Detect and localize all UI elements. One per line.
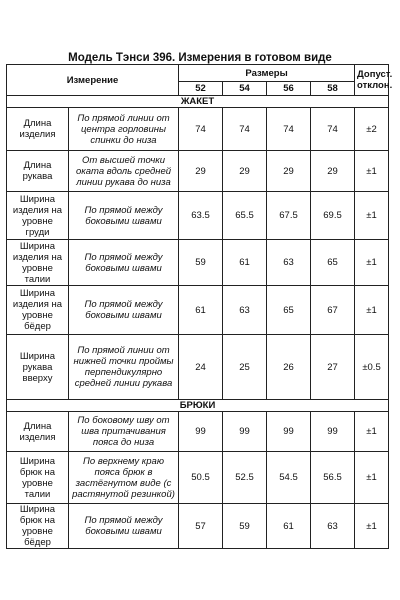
size-value: 25 bbox=[223, 335, 267, 400]
size-value: 61 bbox=[223, 240, 267, 286]
section-row bbox=[7, 400, 389, 412]
tolerance-value: ±1 bbox=[355, 286, 389, 335]
measurement-name: Длина рукава bbox=[7, 151, 69, 192]
size-52-header: 52 bbox=[179, 82, 223, 96]
size-value: 67.5 bbox=[267, 192, 311, 240]
size-value: 74 bbox=[179, 108, 223, 151]
measurement-name: Ширина изделия на уровне груди bbox=[7, 192, 69, 240]
measurement-method: По прямой между боковыми швами bbox=[69, 286, 179, 335]
header-row bbox=[7, 65, 389, 82]
tolerance-value: ±1 bbox=[355, 192, 389, 240]
size-value: 61 bbox=[179, 286, 223, 335]
tolerance-value: ±1 bbox=[355, 151, 389, 192]
size-value: 29 bbox=[267, 151, 311, 192]
size-value: 24 bbox=[179, 335, 223, 400]
size-value: 99 bbox=[179, 412, 223, 452]
size-value: 27 bbox=[311, 335, 355, 400]
size-value: 26 bbox=[267, 335, 311, 400]
size-value: 50.5 bbox=[179, 452, 223, 504]
table-row bbox=[7, 192, 389, 240]
table-row bbox=[7, 452, 389, 504]
tolerance-value: ±2 bbox=[355, 108, 389, 151]
measurement-method: По прямой линии от центра горловины спинки до низа bbox=[69, 108, 179, 151]
measurement-name: Ширина изделия на уровне бёдер bbox=[7, 286, 69, 335]
measurement-name: Ширина брюк на уровне бёдер bbox=[7, 504, 69, 549]
measurement-name: Ширина брюк на уровне талии bbox=[7, 452, 69, 504]
size-value: 29 bbox=[179, 151, 223, 192]
size-value: 99 bbox=[311, 412, 355, 452]
size-value: 59 bbox=[223, 504, 267, 549]
measurement-name: Длина изделия bbox=[7, 108, 69, 151]
size-value: 57 bbox=[179, 504, 223, 549]
measurement-header: Измерение bbox=[7, 65, 179, 96]
table-row bbox=[7, 240, 389, 286]
measurement-method: По верхнему краю пояса брюк в застёгнутом виде (с растянутой резинкой) bbox=[69, 452, 179, 504]
measurement-method: По прямой между боковыми швами bbox=[69, 192, 179, 240]
section-title: БРЮКИ bbox=[7, 400, 389, 412]
size-value: 56.5 bbox=[311, 452, 355, 504]
size-58-header: 58 bbox=[311, 82, 355, 96]
size-56-header: 56 bbox=[267, 82, 311, 96]
size-value: 52.5 bbox=[223, 452, 267, 504]
size-value: 74 bbox=[267, 108, 311, 151]
table-row bbox=[7, 151, 389, 192]
size-value: 67 bbox=[311, 286, 355, 335]
table-row bbox=[7, 108, 389, 151]
table-row bbox=[7, 504, 389, 549]
table-row bbox=[7, 286, 389, 335]
size-value: 74 bbox=[311, 108, 355, 151]
measurement-name: Длина изделия bbox=[7, 412, 69, 452]
size-value: 29 bbox=[223, 151, 267, 192]
size-value: 63 bbox=[223, 286, 267, 335]
page-title: Модель Тэнси 396. Измерения в готовом виде bbox=[68, 52, 332, 64]
measurement-method: По боковому шву от шва притачивания пояса до низа bbox=[69, 412, 179, 452]
measurement-name: Ширина изделия на уровне талии bbox=[7, 240, 69, 286]
size-54-header: 54 bbox=[223, 82, 267, 96]
tolerance-value: ±1 bbox=[355, 452, 389, 504]
size-value: 65.5 bbox=[223, 192, 267, 240]
size-value: 65 bbox=[267, 286, 311, 335]
size-value: 54.5 bbox=[267, 452, 311, 504]
measurement-method: По прямой между боковыми швами bbox=[69, 240, 179, 286]
tolerance-value: ±0.5 bbox=[355, 335, 389, 400]
section-row bbox=[7, 96, 389, 108]
tolerance-value: ±1 bbox=[355, 412, 389, 452]
size-value: 65 bbox=[311, 240, 355, 286]
size-value: 63 bbox=[267, 240, 311, 286]
measurement-name: Ширина рукава вверху bbox=[7, 335, 69, 400]
measurement-method: От высшей точки оката вдоль средней линии рукава до низа bbox=[69, 151, 179, 192]
size-value: 63 bbox=[311, 504, 355, 549]
measurements-table bbox=[6, 64, 393, 549]
size-value: 59 bbox=[179, 240, 223, 286]
size-value: 69.5 bbox=[311, 192, 355, 240]
measurement-method: По прямой линии от нижней точки проймы перпендикулярно средней линии рукава bbox=[69, 335, 179, 400]
size-value: 29 bbox=[311, 151, 355, 192]
table-row bbox=[7, 335, 389, 400]
tolerance-header: Допуст. отклон. bbox=[355, 65, 389, 96]
size-value: 99 bbox=[267, 412, 311, 452]
size-value: 74 bbox=[223, 108, 267, 151]
sizes-header: Размеры bbox=[179, 65, 355, 82]
tolerance-value: ±1 bbox=[355, 240, 389, 286]
section-title: ЖАКЕТ bbox=[7, 96, 389, 108]
measurement-method: По прямой между боковыми швами bbox=[69, 504, 179, 549]
table-row bbox=[7, 412, 389, 452]
size-value: 99 bbox=[223, 412, 267, 452]
size-value: 61 bbox=[267, 504, 311, 549]
tolerance-value: ±1 bbox=[355, 504, 389, 549]
size-value: 63.5 bbox=[179, 192, 223, 240]
